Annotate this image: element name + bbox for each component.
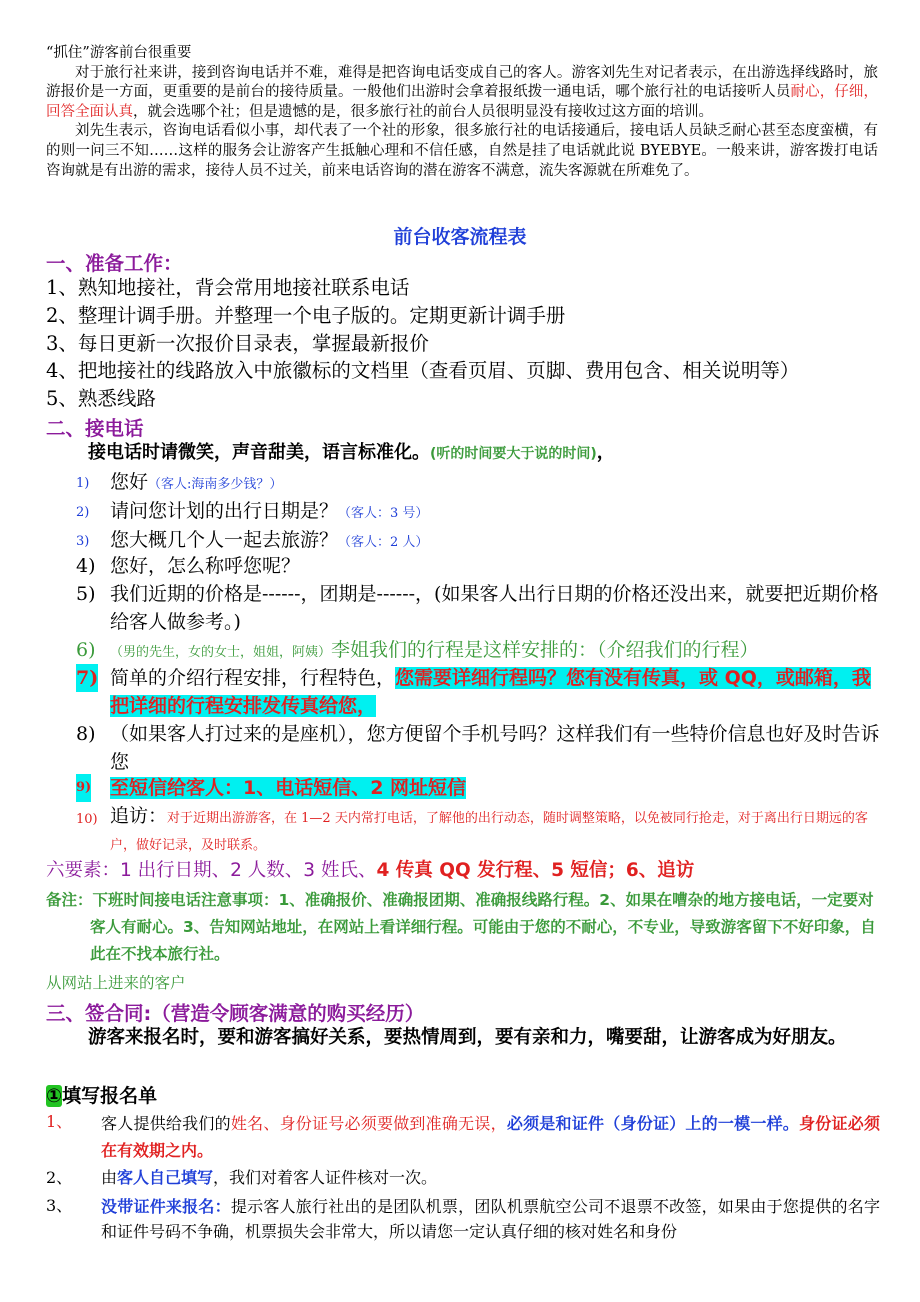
section-1-title: 一、准备工作： [46, 252, 183, 275]
page-title: 前台收客流程表 [393, 226, 527, 248]
prep-item-1: 1、熟知地接社，背会常用地接社联系电话 [46, 276, 410, 299]
web-customers: 从网站上进来的客户 [46, 974, 186, 992]
document-page: “抓住”游客前台很重要 对于旅行社来讲，接到咨询电话并不难，难得是把咨询电话变成自己的客人。游客刘先生对记者表示，在出游选择线路时，旅游报价是一方面，更重要的是前台的接待质量。一般他们出游时会拿着报纸拨一通电话，哪个旅行社的电话接听人员耐心，仔细，回答全面认真，就会选哪个社；但是遗憾的是，很多旅行社的前台人员很明显没有接收过这方面的培训。 刘先生表示，咨询电话看似小事，却代表了一个社的形象，很多旅行社的电话接通后，接电话人员缺乏耐心甚至态度蛮横，有的则一问三不知……这样的服务会让游客产生抵触心理和不信任感，自然是挂了电话就此说 BYEBYE。一般来讲，游客拨打电话咨询就是有出游的需求，接待人员不过关，前来电话咨询的潜在游客不满意，流失客源就在所难免了。 前台收客流程表 一、准备工作： 1、熟知地接社，背会常用地接社联系电话 2、整理计调手册。并整理一个电子版的。定期更新计调手册 3、每日更新一次报价目录表，掌握最新报价 4、把地接社的线路放入中旅徽标的文档里（查看页眉、页脚、费用包含、相关说明等） 5、熟悉线路 二、接电话 接电话时请微笑，声音甜美，语言标准化。(听的时间要大于说的时间)， 1) 您好（客人:海南多少钱？） 2) 请问您计划的出行日期是？（客人：3 号） 3) 您大概几个人一起去旅游？（客人：2 人） 4) 您好，怎么称呼您呢？ 5) 我们近期的价格是------，团期是------，(如果客人出行日期的价格还没出来，就要把近期价格给客人做参考。) 6) （男的先生，女的女士，姐姐，阿姨）李姐我们的行程是这样安排的：（介绍我们的行程） 7) 简单的介绍行程安排，行程特色，您需要详细行程吗？您有没有传真，或 QQ，或邮箱，我把详细的行程安排发传真给您， 8) （如果客人打过来的是座机），您方便留个手机号吗？这样我们有一些特价信息也好及时告诉您 9) 至短信给客人：1、电话短信、2 网址短信 10) 追访：对于近期出游游客，在 1—2 天内常打电话，了解他的出行动态，随时调整策略，以免被同行抢走，对于离出行日期远的客户，做好记录，及时联系。 六要素：1 出行日期、2 人数、3 姓氏、4 传真 QQ 发行程、5 短信；6、追访 备注：下班时间接电话注意事项：1、准确报价、准确报团期、准确报线路行程。2、如果在嘈杂的地方接电话，一定要对客人有耐心。3、告知网站地址，在网站上看详细行程。可能由于您的不耐心，不专业，导致游客留下不好印象，自此在不找本旅行社。 从网站上进来的客户 三、签合同:（营造令顾客满意的购买经历） 游客来报名时，要和游客搞好关系，要热情周到，要有亲和力，嘴要甜，让游客成为好朋友。 ①填写报名单 1、 客人提供给我们的姓名、身份证号必须要做到准确无误，必须是和证件（身份证）上的一模一样。身份证必须在有效期之内。 2、 由客人自己填写，我们对着客人证件核对一次。 3、 没带证件来报名：提示客人旅行社出的是团队机票，团队机票航空公司不退票不改签，如果由于您提供的名字和证件号码不争确，机票损失会非常大，所以请您一定认真仔细的核对姓名和身份 [0, 0, 920, 1302]
prep-item-3: 3、每日更新一次报价目录表，掌握最新报价 [46, 331, 429, 355]
note-paragraph: 备注：下班时间接电话注意事项：1、准确报价、准确报团期、准确报线路行程。2、如果在嘈杂的地方接电话，一定要对客人有耐心。3、告知网站地址，在网站上看详细行程。可能由于您的不耐心，不专业，导致游客留下不好印象，自此在不找本旅行社。 [46, 891, 876, 963]
fill-form-heading: ①填写报名单 [46, 1085, 158, 1107]
section-1-list [46, 274, 878, 413]
prep-item-4: 4、把地接社的线路放入中旅徽标的文档里（查看页眉、页脚、费用包含、相关说明等） [46, 359, 800, 383]
six-elements: 六要素：1 出行日期、2 人数、3 姓氏、4 传真 QQ 发行程、5 短信；6、追访 [46, 860, 695, 881]
intro-section [46, 44, 878, 181]
section-3-title: 三、签合同:（营造令顾客满意的购买经历） [46, 1002, 425, 1025]
intro-heading: “抓住”游客前台很重要 [46, 45, 192, 61]
section-2-title: 二、接电话 [46, 417, 144, 440]
prep-item-5: 5、熟悉线路 [46, 387, 156, 411]
prep-item-2: 2、整理计调手册。并整理一个电子版的。定期更新计调手册 [46, 303, 566, 327]
intro-paragraph-2: 刘先生表示，咨询电话看似小事，却代表了一个社的形象，很多旅行社的电话接通后，接电话人员缺乏耐心甚至态度蛮横，有的则一问三不知……这样的服务会让游客产生抵触心理和不信任感，自然是挂了电话就此说 BYEBYE。一般来讲，游客拨打电话咨询就是有出游的需求，接待人员不过关，前来电话咨询的潜在游客不满意，流失客源就在所难免了。 [46, 123, 878, 179]
intro-paragraph-1: 对于旅行社来讲，接到咨询电话并不难，难得是把咨询电话变成自己的客人。游客刘先生对记者表示，在出游选择线路时，旅游报价是一方面，更重要的是前台的接待质量。一般他们出游时会拿着报纸拨一通电话，哪个旅行社的电话接听人员耐心，仔细，回答全面认真，就会选哪个社；但是遗憾的是，很多旅行社的前台人员很明显没有接收过这方面的培训。 [46, 64, 879, 120]
contract-lead: 游客来报名时，要和游客搞好关系，要热情周到，要有亲和力，嘴要甜，让游客成为好朋友。 [88, 1027, 847, 1048]
phone-lead: 接电话时请微笑，声音甜美，语言标准化。(听的时间要大于说的时间)， [88, 442, 615, 463]
